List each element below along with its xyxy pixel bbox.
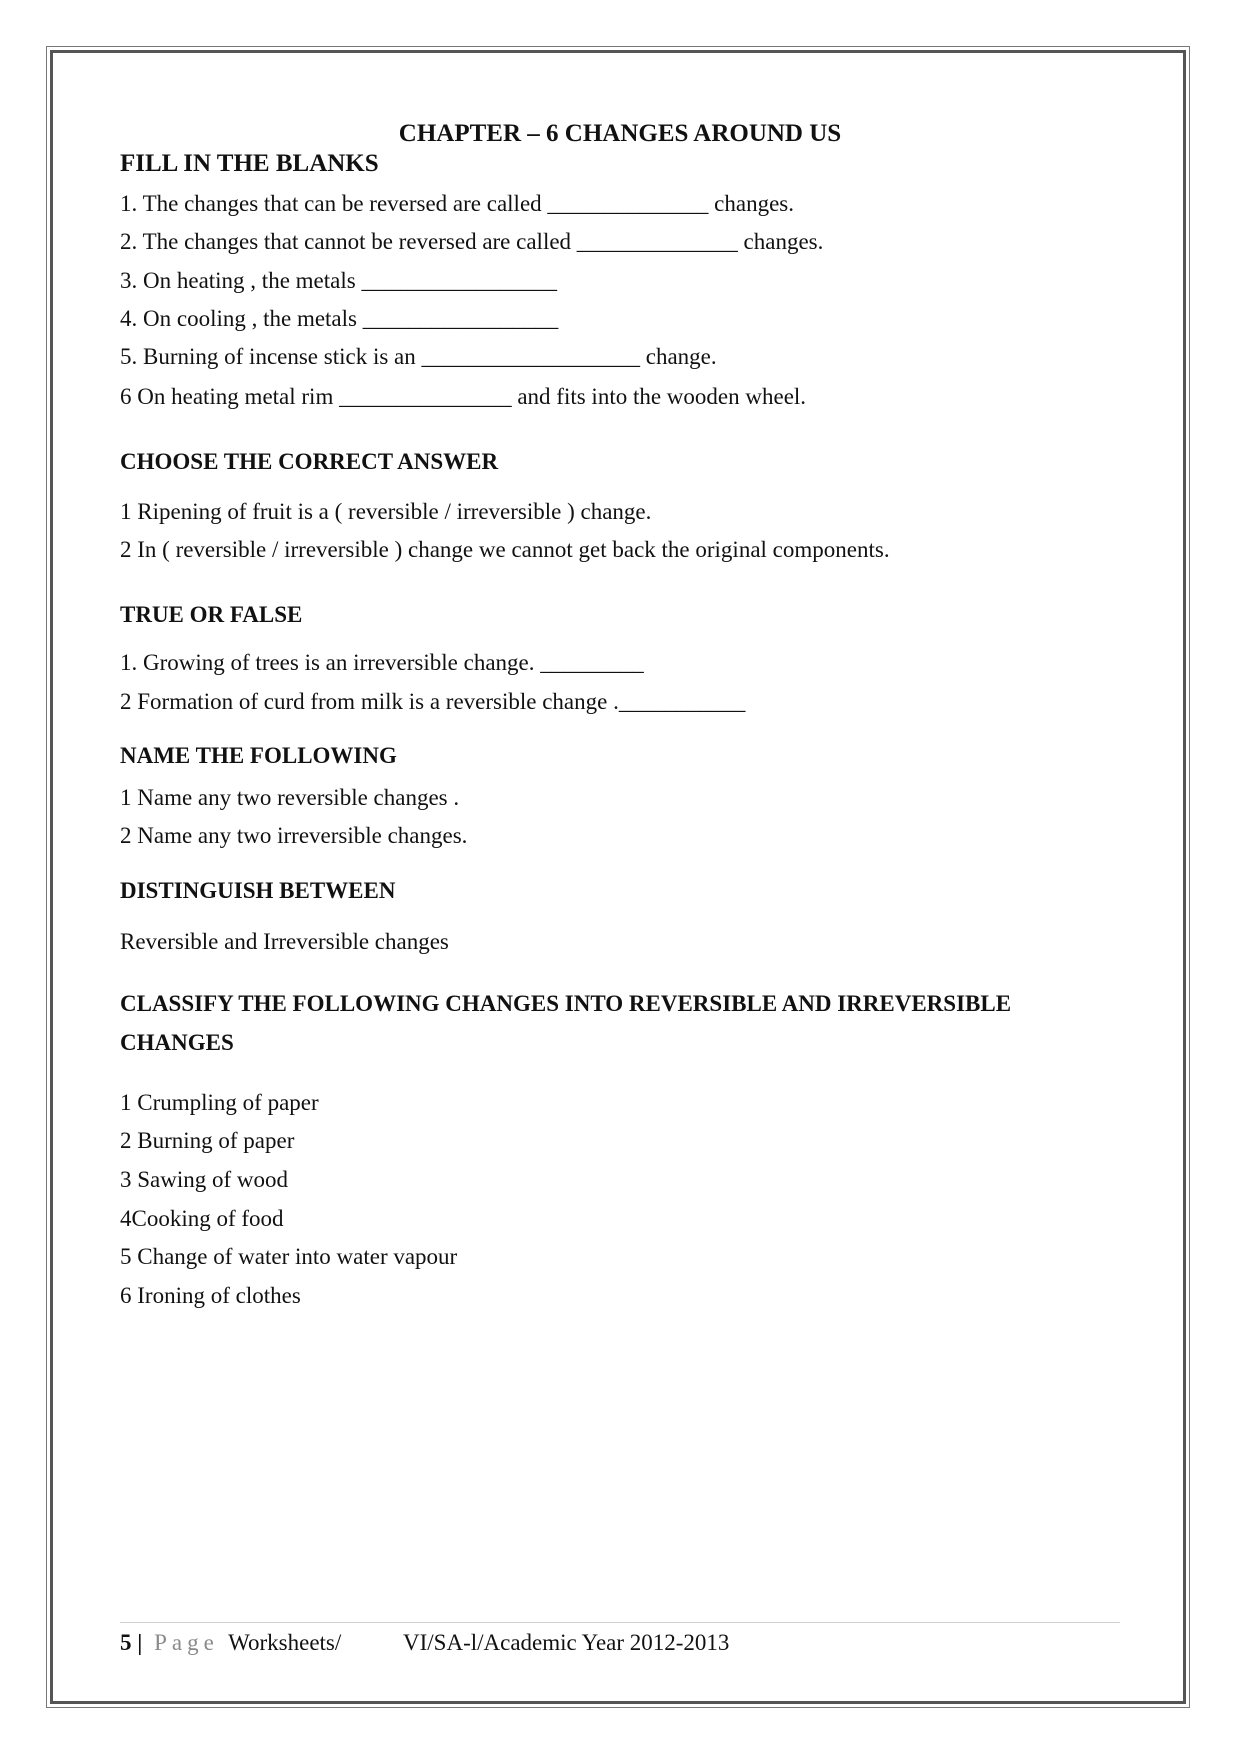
classify-item-5: 5 Change of water into water vapour: [120, 1244, 458, 1269]
page-border: [50, 50, 1186, 1704]
page-footer: [120, 1630, 729, 1656]
true-false-item-1: 1. Growing of trees is an irreversible change. _________: [120, 650, 644, 675]
footer-page-number: 5: [120, 1630, 132, 1655]
classify-item-3: 3 Sawing of wood: [120, 1167, 289, 1192]
classify-heading-line-1: CLASSIFY THE FOLLOWING CHANGES INTO REVERSIBLE AND IRREVERSIBLE: [120, 991, 1012, 1016]
name-following-item-2: 2 Name any two irreversible changes.: [120, 823, 468, 848]
footer-worksheets: Worksheets/: [228, 1630, 342, 1655]
choose-item-1: 1 Ripening of fruit is a ( reversible / irreversible ) change.: [120, 499, 652, 524]
footer-divider: [120, 1622, 1120, 1623]
footer-page-word: Page: [154, 1630, 219, 1655]
choose-heading: CHOOSE THE CORRECT ANSWER: [120, 449, 499, 474]
fill-blank-item-1: 1. The changes that can be reversed are called ______________ changes.: [120, 191, 794, 216]
true-false-heading: TRUE OR FALSE: [120, 602, 303, 627]
name-following-item-1: 1 Name any two reversible changes .: [120, 785, 460, 810]
fill-blanks-heading: FILL IN THE BLANKS: [120, 150, 379, 177]
fill-blank-item-3: 3. On heating , the metals _________________: [120, 268, 557, 293]
choose-item-2: 2 In ( reversible / irreversible ) change we cannot get back the original components.: [120, 537, 890, 562]
footer-separator: |: [137, 1630, 143, 1655]
classify-item-4: 4Cooking of food: [120, 1206, 284, 1231]
fill-blank-item-4: 4. On cooling , the metals _________________: [120, 306, 559, 331]
footer-class-info: VI/SA-l/Academic Year 2012-2013: [403, 1630, 730, 1655]
classify-item-6: 6 Ironing of clothes: [120, 1283, 301, 1308]
chapter-title: CHAPTER – 6 CHANGES AROUND US: [398, 120, 842, 147]
classify-item-2: 2 Burning of paper: [120, 1128, 295, 1153]
fill-blank-item-5: 5. Burning of incense stick is an ___________________ change.: [120, 344, 717, 369]
fill-blank-item-2: 2. The changes that cannot be reversed are called ______________ changes.: [120, 229, 824, 254]
distinguish-text: Reversible and Irreversible changes: [120, 929, 449, 954]
distinguish-heading: DISTINGUISH BETWEEN: [120, 878, 396, 903]
name-following-heading: NAME THE FOLLOWING: [120, 743, 397, 768]
classify-item-1: 1 Crumpling of paper: [120, 1090, 319, 1115]
classify-heading-line-2: CHANGES: [120, 1030, 234, 1055]
fill-blank-item-6: 6 On heating metal rim _______________ and fits into the wooden wheel.: [120, 384, 807, 409]
true-false-item-2: 2 Formation of curd from milk is a reversible change .___________: [120, 689, 746, 714]
